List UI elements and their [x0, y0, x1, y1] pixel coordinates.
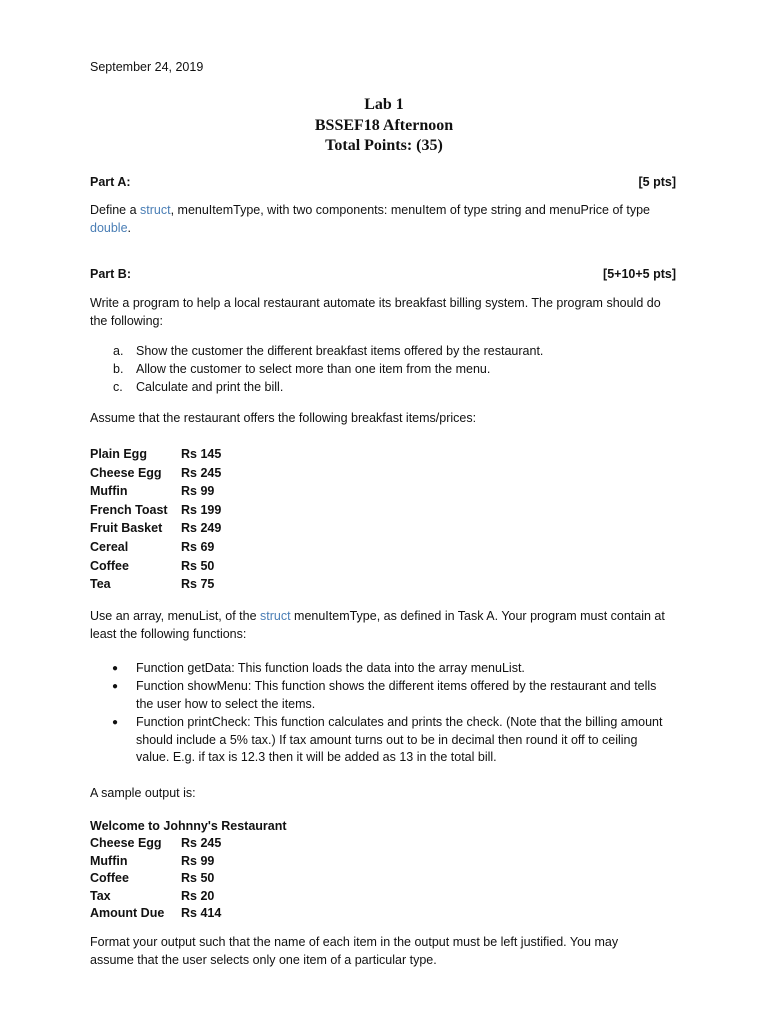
part-b-label: Part B: — [90, 267, 131, 281]
list-item: ● Function showMenu: This function shows the different items offered by the restaurant and tells the user how to select the items. — [112, 679, 657, 711]
list-item: b. Allow the customer to select more than one item from the menu. — [113, 362, 491, 376]
part-a-points: [5 pts] — [638, 175, 676, 189]
bullet-icon: ● — [112, 717, 119, 728]
lab-title: Lab 1 — [364, 96, 404, 113]
sample-welcome: Welcome to Johnny's Restaurant — [90, 819, 287, 833]
part-a-description: Define a struct, menuItemType, with two components: menuItem of type string and menuPrice of type double. — [90, 203, 650, 235]
format-note: Format your output such that the name of each item in the output must be left justified. You may assume that the user selects only one item of a particular type. — [90, 935, 619, 967]
list-item: ● Function printCheck: This function calculates and prints the check. (Note that the billing amount should include a 5% tax.) If tax amount turns out to be in decimal then round it off to ceiling value. E.g. if tax is 12.3 then it will be added as 13 in the total bill. — [112, 715, 663, 764]
sample-output-table: Cheese Egg Rs 245 Muffin Rs 99 Coffee Rs 50 Tax Rs 20 Amount Due Rs 414 — [90, 836, 222, 920]
list-item: c. Calculate and print the bill. — [113, 380, 284, 394]
menu-table: Plain Egg Rs 145 Cheese Egg Rs 245 Muffin Rs 99 French Toast Rs 199 Fruit Basket Rs 249 Cereal Rs 69 Coffee Rs 50 Tea Rs 75 — [90, 447, 222, 592]
list-item: a. Show the customer the different breakfast items offered by the restaurant. — [113, 344, 544, 358]
struct-keyword: struct — [140, 203, 171, 217]
sample-output-label: A sample output is: — [90, 786, 196, 800]
struct-keyword: struct — [260, 609, 291, 623]
functions-list — [90, 660, 700, 770]
course-title: BSSEF18 Afternoon — [314, 117, 454, 134]
part-a-label: Part A: — [90, 175, 131, 189]
part-b-intro: Write a program to help a local restaurant automate its breakfast billing system. The program should do the following: — [90, 296, 661, 328]
document-date: September 24, 2019 — [90, 60, 204, 74]
double-keyword: double — [90, 220, 128, 235]
total-points-title: Total Points: (35) — [325, 137, 443, 154]
bullet-icon: ● — [112, 663, 119, 674]
array-note: Use an array, menuList, of the struct menuItemType, as defined in Task A. Your program must contain at least the following functions: — [90, 609, 665, 641]
list-item: ● Function getData: This function loads the data into the array menuList. — [90, 660, 700, 678]
task-list — [113, 343, 673, 399]
bullet-icon: ● — [112, 681, 119, 692]
part-b-points: [5+10+5 pts] — [603, 267, 676, 281]
assume-text: Assume that the restaurant offers the following breakfast items/prices: — [90, 411, 477, 425]
